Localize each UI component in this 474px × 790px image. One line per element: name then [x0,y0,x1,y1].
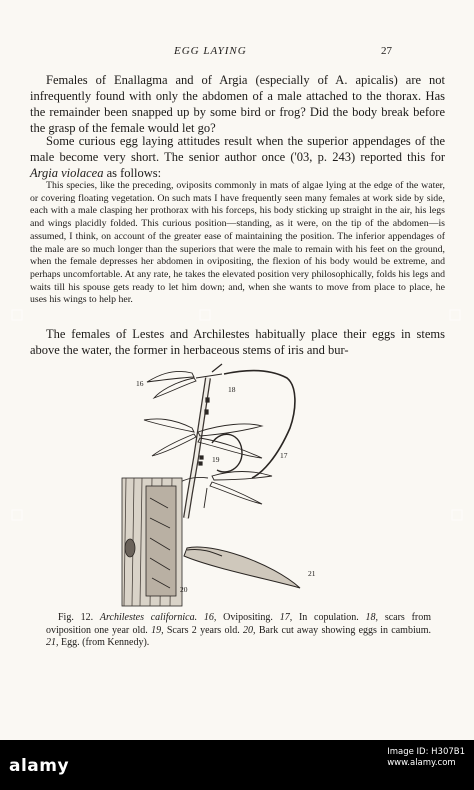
caption-text-20: Bark cut away showing eggs in cambium. [255,624,432,636]
figure-label-18: 18 [228,385,236,394]
paragraph-2-text-b: as follows: [103,166,162,180]
species-name-argia-violacea: Argia violacea [30,166,104,180]
page-number: 27 [381,45,392,57]
caption-text-19: Scars 2 years old. [163,624,244,636]
running-head [0,45,474,61]
caption-text-16: Ovipositing. [216,612,280,623]
figure-label-17: 17 [280,451,288,460]
caption-text-17: In copulation. [292,612,366,623]
site-url: www.alamy.com [387,758,456,768]
caption-text-21: Egg. (from Kennedy). [58,637,150,648]
caption-figure-number: Fig. 12. [58,612,94,623]
caption-ref-20: 20, [243,624,256,636]
caption-text-18: scars from oviposition one year old. [46,612,432,636]
caption-ref-17: 17, [279,612,293,623]
caption-ref-21: 21, [46,637,59,648]
bark-section-drawing [122,478,182,606]
brand-logo: alamy [9,756,70,776]
caption-ref-16: 16, [203,612,217,623]
figure-caption [46,612,431,650]
running-head-title: EGG LAYING [174,45,247,57]
figure-label-21: 21 [308,569,316,578]
image-id-block [387,747,465,769]
paragraph-2 [30,133,445,181]
figure-label-16: 16 [136,379,144,388]
caption-ref-18: 18, [365,612,379,623]
block-quote: This species, like the preceding, oviposits commonly in mats of algae lying at the edge of the water, or covering floating vegetation. On such mats I have frequently seen many females at work side by side, each with a male clasping her prothorax with his forceps, his body sticking up straight in the air, his legs and wings placidly folded. This curious position—standing, as it were, on the tip of the abdomen—is assumed, I think, on account of the greater ease of maintaining the position. The inferior appendages of the male are so much longer than the superiors that were the male to remain with his feet on the ground, when the female depresses her abdomen in ovipositing, the flexion of his body would be extreme, and perhaps uncomfortable. At any rate, he takes the elevated position very philosophically, folds his legs and waits till his spouse gets ready to let him down; and, when she wants to move from place to place, he uses his wings to help her. [30,180,445,306]
figure-label-19: 19 [212,455,220,464]
paragraph-3: The females of Lestes and Archilestes habitually place their eggs in stems above the water, the former in herbaceous stems of iris and bur- [30,327,445,357]
egg-drawing [184,547,300,588]
caption-species: Archilestes californica. [99,612,198,623]
caption-ref-19: 19, [151,624,164,636]
figure-archilestes-illustration [112,358,347,608]
figure-label-20: 20 [180,585,188,594]
image-id: Image ID: H307B1 [387,747,465,757]
stem-drawing [186,364,222,518]
paragraph-1: Females of Enallagma and of Argia (especially of A. apicalis) are not infrequently found with only the abdomen of a male attached to the thorax. Has the remainder been snapped up by some bird or frog? Did the body break before the grasp of the female would let go? [30,73,445,135]
paragraph-2-text-a: Some curious egg laying attitudes result when the superior appendages of the male become very short. The senior author once ('03, p. 243) reported this for [30,134,445,164]
